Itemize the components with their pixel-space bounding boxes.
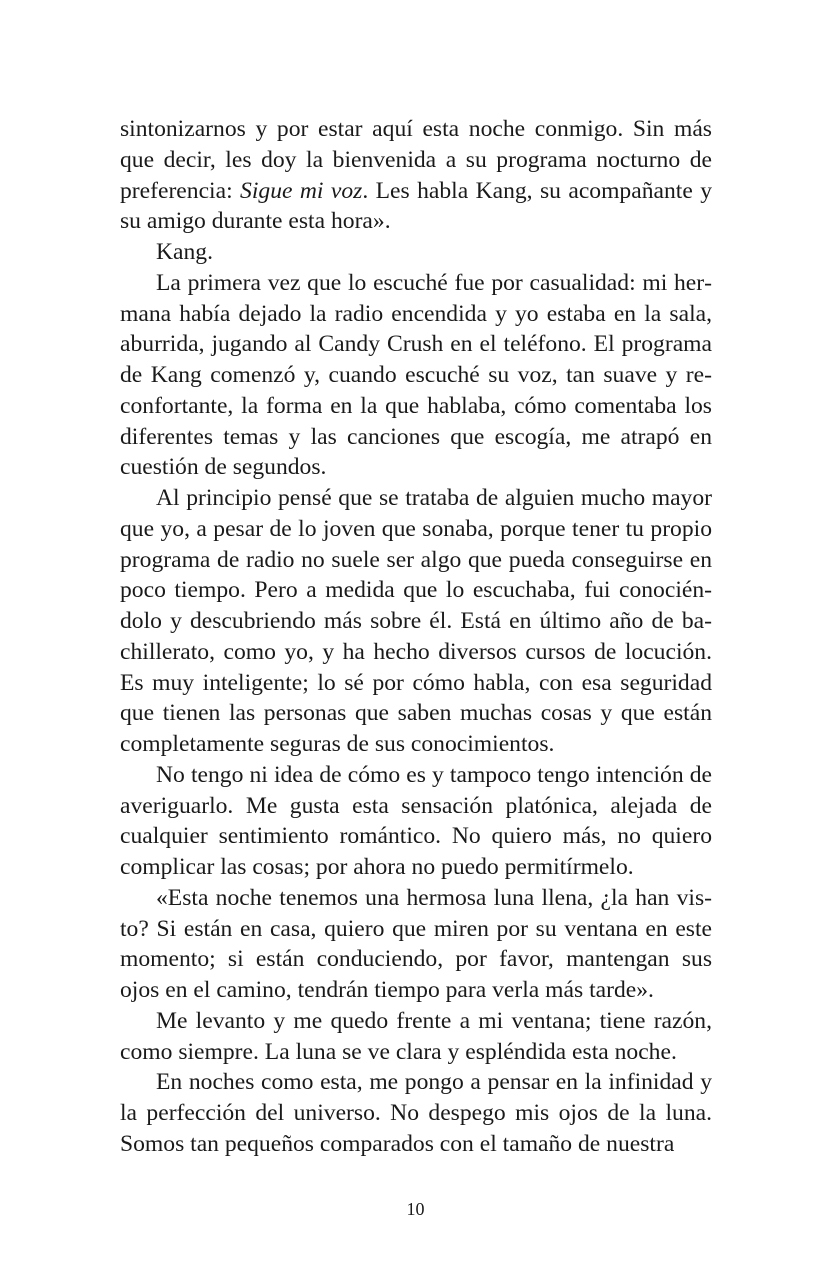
- paragraph-text: «Esta noche tenemos una hermosa luna llena, ¿la han visto? Si están en casa, quiero que miren por su ventana en este momento; si están conduciendo, por favor, mantengan sus ojos en el camino, tendrán tiempo para verla más tarde».: [120, 884, 712, 1003]
- paragraph: [120, 268, 712, 483]
- paragraph: [120, 1006, 712, 1068]
- italic-text: Sigue mi voz: [240, 177, 363, 204]
- paragraph: [120, 114, 712, 237]
- paragraph-text: No tengo ni idea de cómo es y tampoco tengo intención de averiguarlo. Me gusta esta sensación platónica, alejada de cualquier sentimiento romántico. No quiero más, no quiero complicar las cosas; por ahora no puedo permitírmelo.: [120, 761, 712, 880]
- paragraph: [120, 760, 712, 883]
- paragraph-text: La primera vez que lo escuché fue por casualidad: mi hermana había dejado la radio encendida y yo estaba en la sala, aburrida, jugando al Candy Crush en el teléfono. El programa de Kang comenzó y, cuando escuché su voz, tan suave y reconfortante, la forma en la que hablaba, cómo comentaba los diferentes temas y las canciones que escogía, me atrapó en cuestión de segundos.: [120, 269, 712, 481]
- paragraph-text: . Les habla Kang, su acompañante y su amigo durante esta hora».: [120, 177, 712, 235]
- page-number: 10: [406, 1199, 425, 1219]
- body-text: [120, 114, 712, 1160]
- paragraph-text: Al principio pensé que se trataba de alguien mucho mayor que yo, a pesar de lo joven que sonaba, porque tener tu propio programa de radio no suele ser algo que pueda conseguirse en poco tiempo. Pero a medida que lo escuchaba, fui conociéndolo y descubriendo más sobre él. Está en último año de bachillerato, como yo, y ha hecho diversos cursos de locución. Es muy inteligente; lo sé por cómo habla, con esa seguridad que tienen las personas que saben muchas cosas y que están completamente seguras de sus conocimientos.: [120, 485, 712, 757]
- paragraph: [120, 237, 712, 268]
- paragraph-text: Me levanto y me quedo frente a mi ventana; tiene razón, como siempre. La luna se ve clara y espléndida esta noche.: [120, 1007, 712, 1065]
- paragraph-text: Kang.: [156, 239, 214, 265]
- paragraph: [120, 1067, 712, 1159]
- paragraph-text: sintonizarnos y por estar aquí esta noche conmigo. Sin más que decir, les doy la bienvenida a su programa nocturno de preferencia:: [120, 116, 712, 204]
- paragraph-text: En noches como esta, me pongo a pensar en la infinidad y la perfección del universo. No despego mis ojos de la luna. Somos tan pequeños comparados con el tamaño de nuestra: [120, 1069, 712, 1157]
- paragraph: [120, 483, 712, 760]
- paragraph: [120, 883, 712, 1006]
